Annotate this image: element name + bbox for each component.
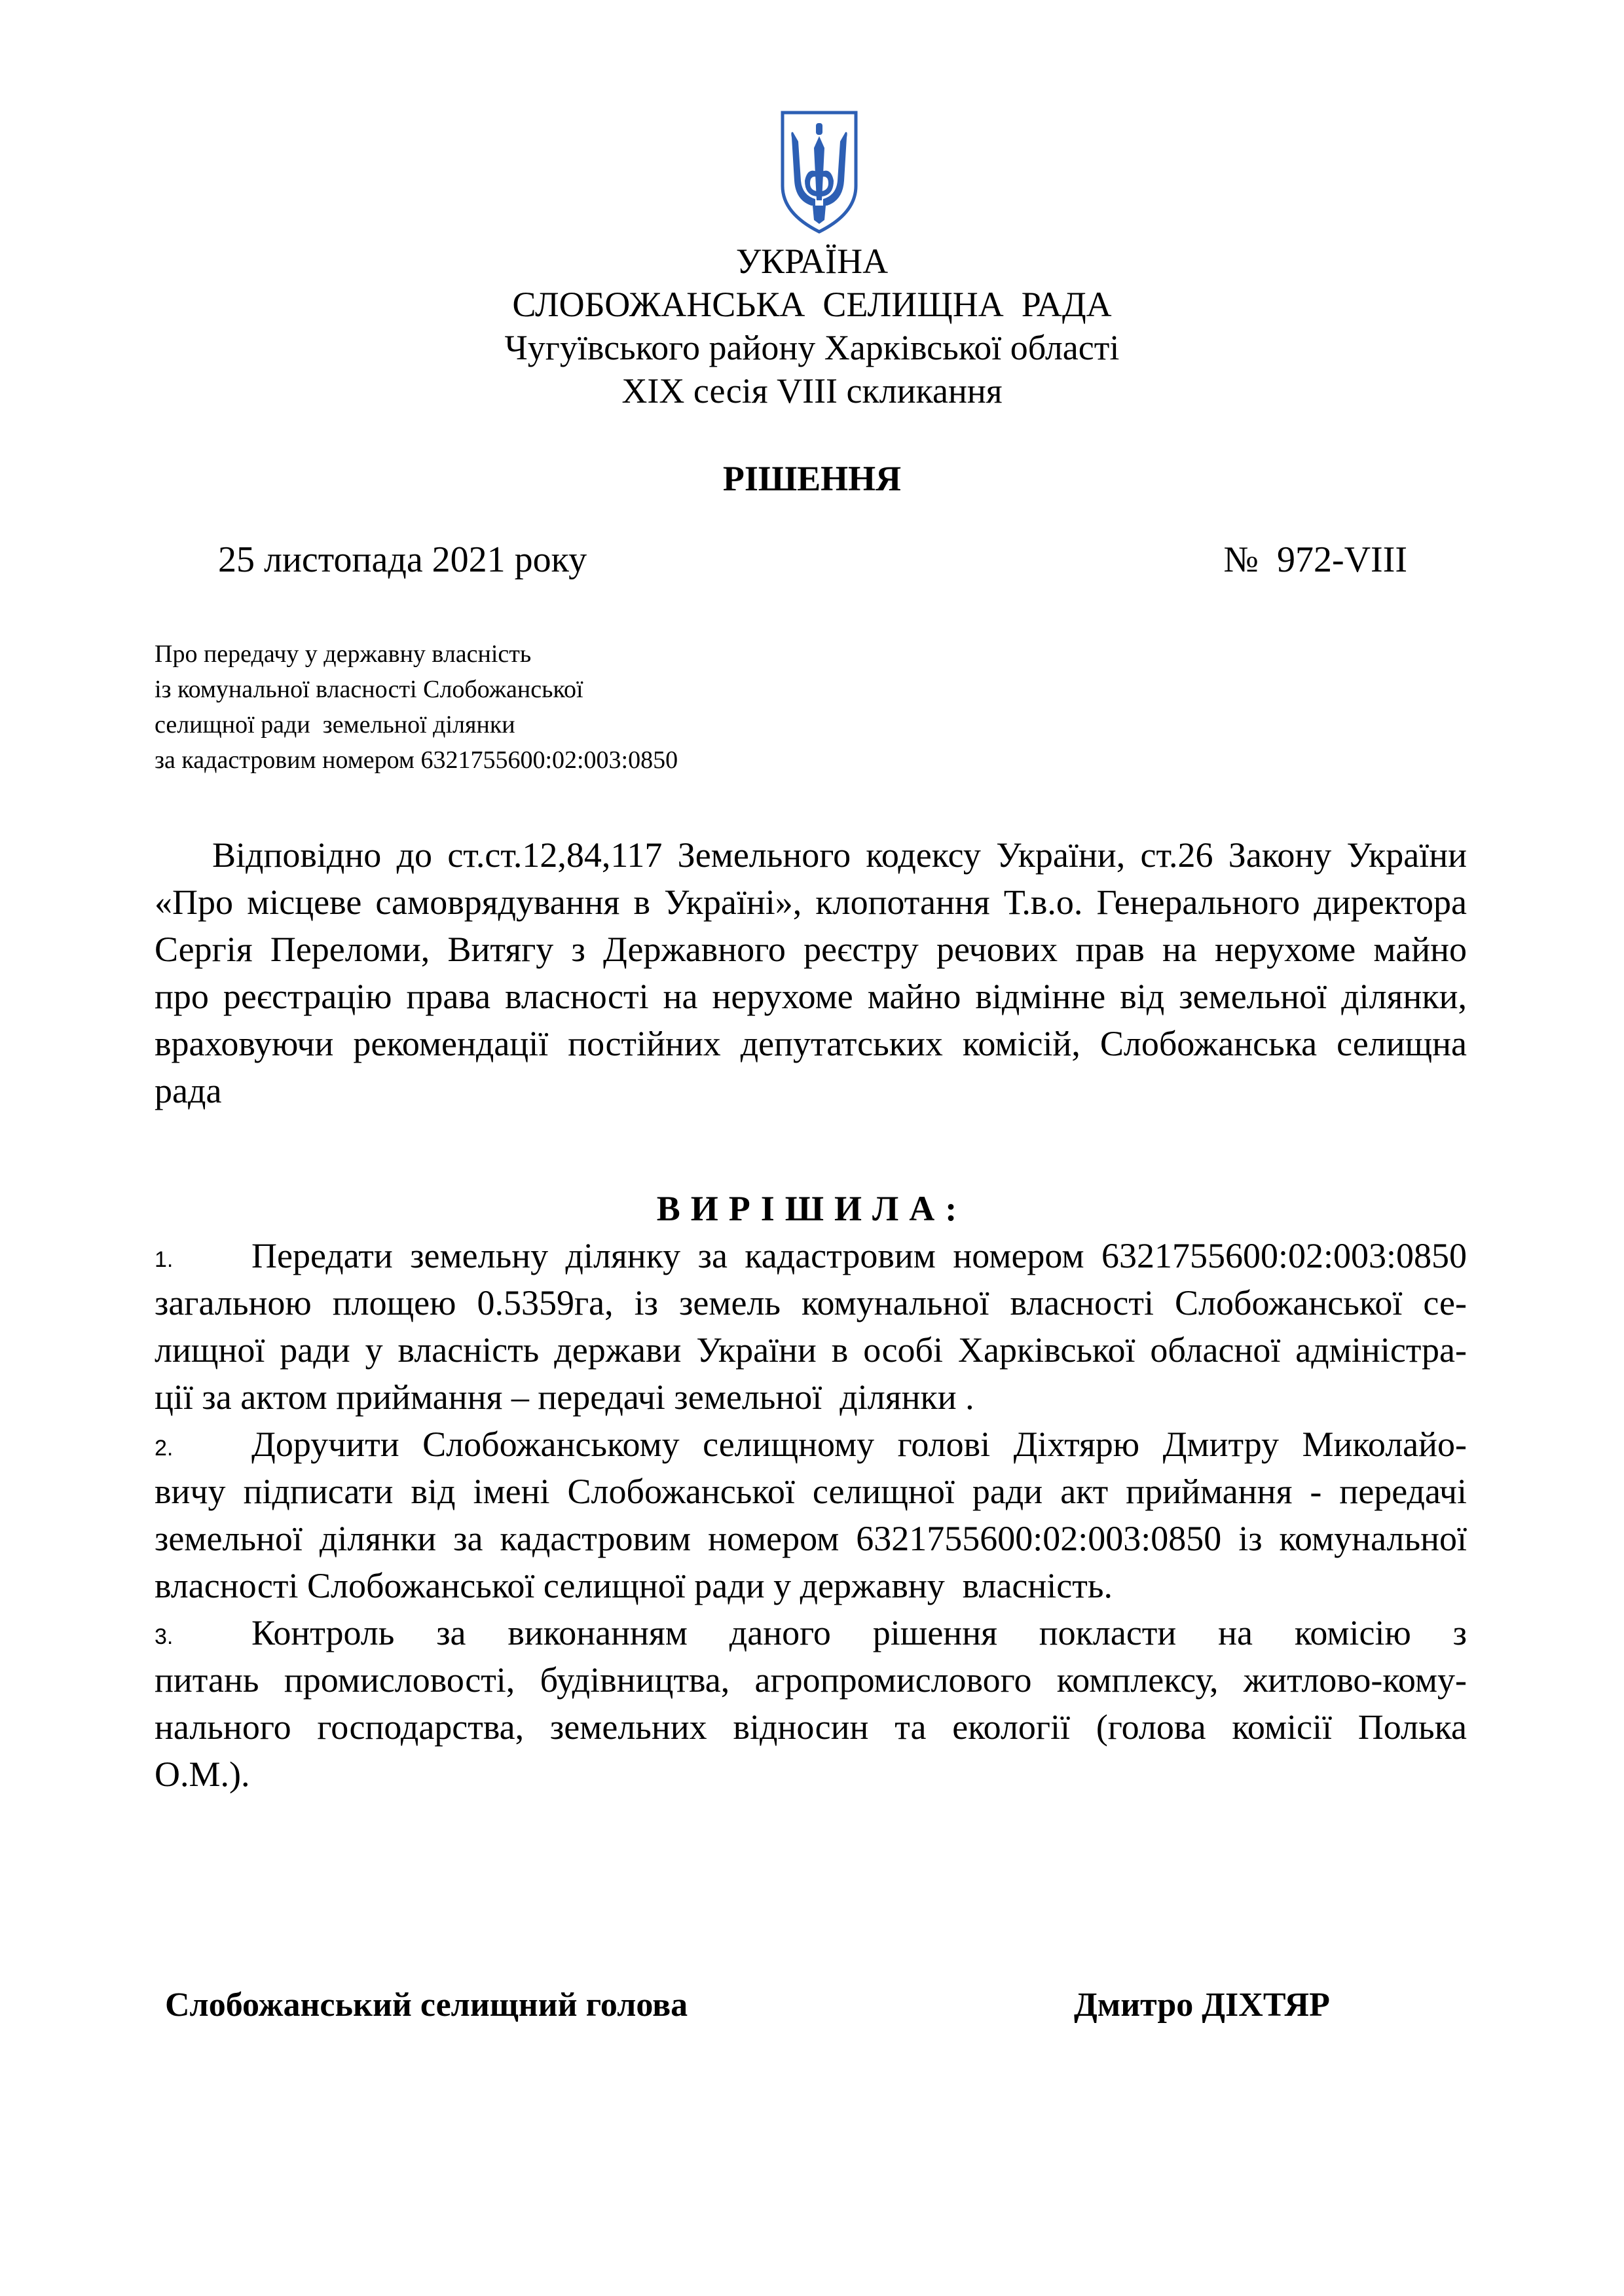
item-line <box>155 1421 1467 1468</box>
item-number: 1. <box>155 1247 174 1272</box>
item-text: Передати земельну ділянку за кадастровим номером 6321755600:02:003:0850 <box>251 1236 1467 1275</box>
item-number: 3. <box>155 1624 174 1649</box>
signatory-name: Дмитро ДІХТЯР <box>1074 1986 1330 2024</box>
preamble-line: рада <box>155 1071 222 1110</box>
document-title: РІШЕННЯ <box>722 459 902 498</box>
item-text: Доручити Слобожанському селищному голові Діхтярю Дмитру Миколайо- <box>251 1425 1467 1464</box>
item-line: загальною площею 0.5359га, із земель комунальної власності Слобожанської се- <box>155 1283 1467 1322</box>
preamble-line: «Про місцеве самоврядування в Україні», клопотання Т.в.о. Генерального директора <box>155 883 1467 922</box>
preamble-line: про реєстрацію права власності на нерухоме майно відмінне від земельної ділянки, <box>155 977 1467 1016</box>
district-heading: Чугуївського району Харківської області <box>504 328 1120 367</box>
decision-number: № 972-VIII <box>1223 539 1407 580</box>
item-line: лищної ради у власність держави України в особі Харківської обласної адміністра- <box>155 1330 1467 1370</box>
signatory-position: Слобожанський селищний голова <box>165 1986 688 2024</box>
decision-items <box>155 1232 1467 1798</box>
trident-emblem-icon <box>779 109 860 236</box>
item-line: ції за актом приймання – передачі земельної ділянки . <box>155 1377 974 1417</box>
country-heading: УКРАЇНА <box>735 242 889 281</box>
preamble-line: Сергія Переломи, Витягу з Державного реєстру речових прав на нерухоме майно <box>155 930 1467 969</box>
preamble-paragraph <box>155 831 1467 1114</box>
session-heading: XIX сесія VIII скликання <box>621 371 1003 410</box>
item-line: вичу підписати від імені Слобожанської селищної ради акт приймання - передачі <box>155 1472 1467 1511</box>
subject-line: за кадастровим номером 6321755600:02:003:0850 <box>155 746 678 774</box>
item-line: нального господарства, земельних відносин та екології (голова комісії Полька <box>155 1707 1467 1747</box>
item-line <box>155 1609 1467 1656</box>
subject-line: селищної ради земельної ділянки <box>155 711 515 738</box>
preamble-line: враховуючи рекомендації постійних депутатських комісій, Слобожанська селищна <box>155 1024 1467 1063</box>
item-line: питань промисловості, будівництва, агропромислового комплексу, житлово-кому- <box>155 1660 1467 1700</box>
council-heading: СЛОБОЖАНСЬКА СЕЛИЩНА РАДА <box>512 285 1112 324</box>
decision-item-1 <box>155 1232 1467 1421</box>
decision-date: 25 листопада 2021 року <box>218 539 587 580</box>
preamble-line: Відповідно до ст.ст.12,84,117 Земельного кодексу України, ст.26 Закону України <box>212 835 1467 875</box>
item-line: земельної ділянки за кадастровим номером 6321755600:02:003:0850 із комунальної <box>155 1519 1467 1558</box>
item-line <box>155 1232 1467 1279</box>
item-number: 2. <box>155 1436 174 1461</box>
decision-item-2 <box>155 1421 1467 1609</box>
item-line: власності Слобожанської селищної ради у державну власність. <box>155 1566 1113 1605</box>
decision-subject <box>155 636 678 778</box>
subject-line: із комунальної власності Слобожанської <box>155 676 583 703</box>
item-line: О.М.). <box>155 1755 250 1794</box>
subject-line: Про передачу у державну власність <box>155 640 532 668</box>
item-text: Контроль за виконанням даного рішення покласти на комісію з <box>251 1613 1467 1652</box>
decision-item-3 <box>155 1609 1467 1798</box>
decided-heading: ВИРІШИЛА: <box>656 1189 968 1228</box>
